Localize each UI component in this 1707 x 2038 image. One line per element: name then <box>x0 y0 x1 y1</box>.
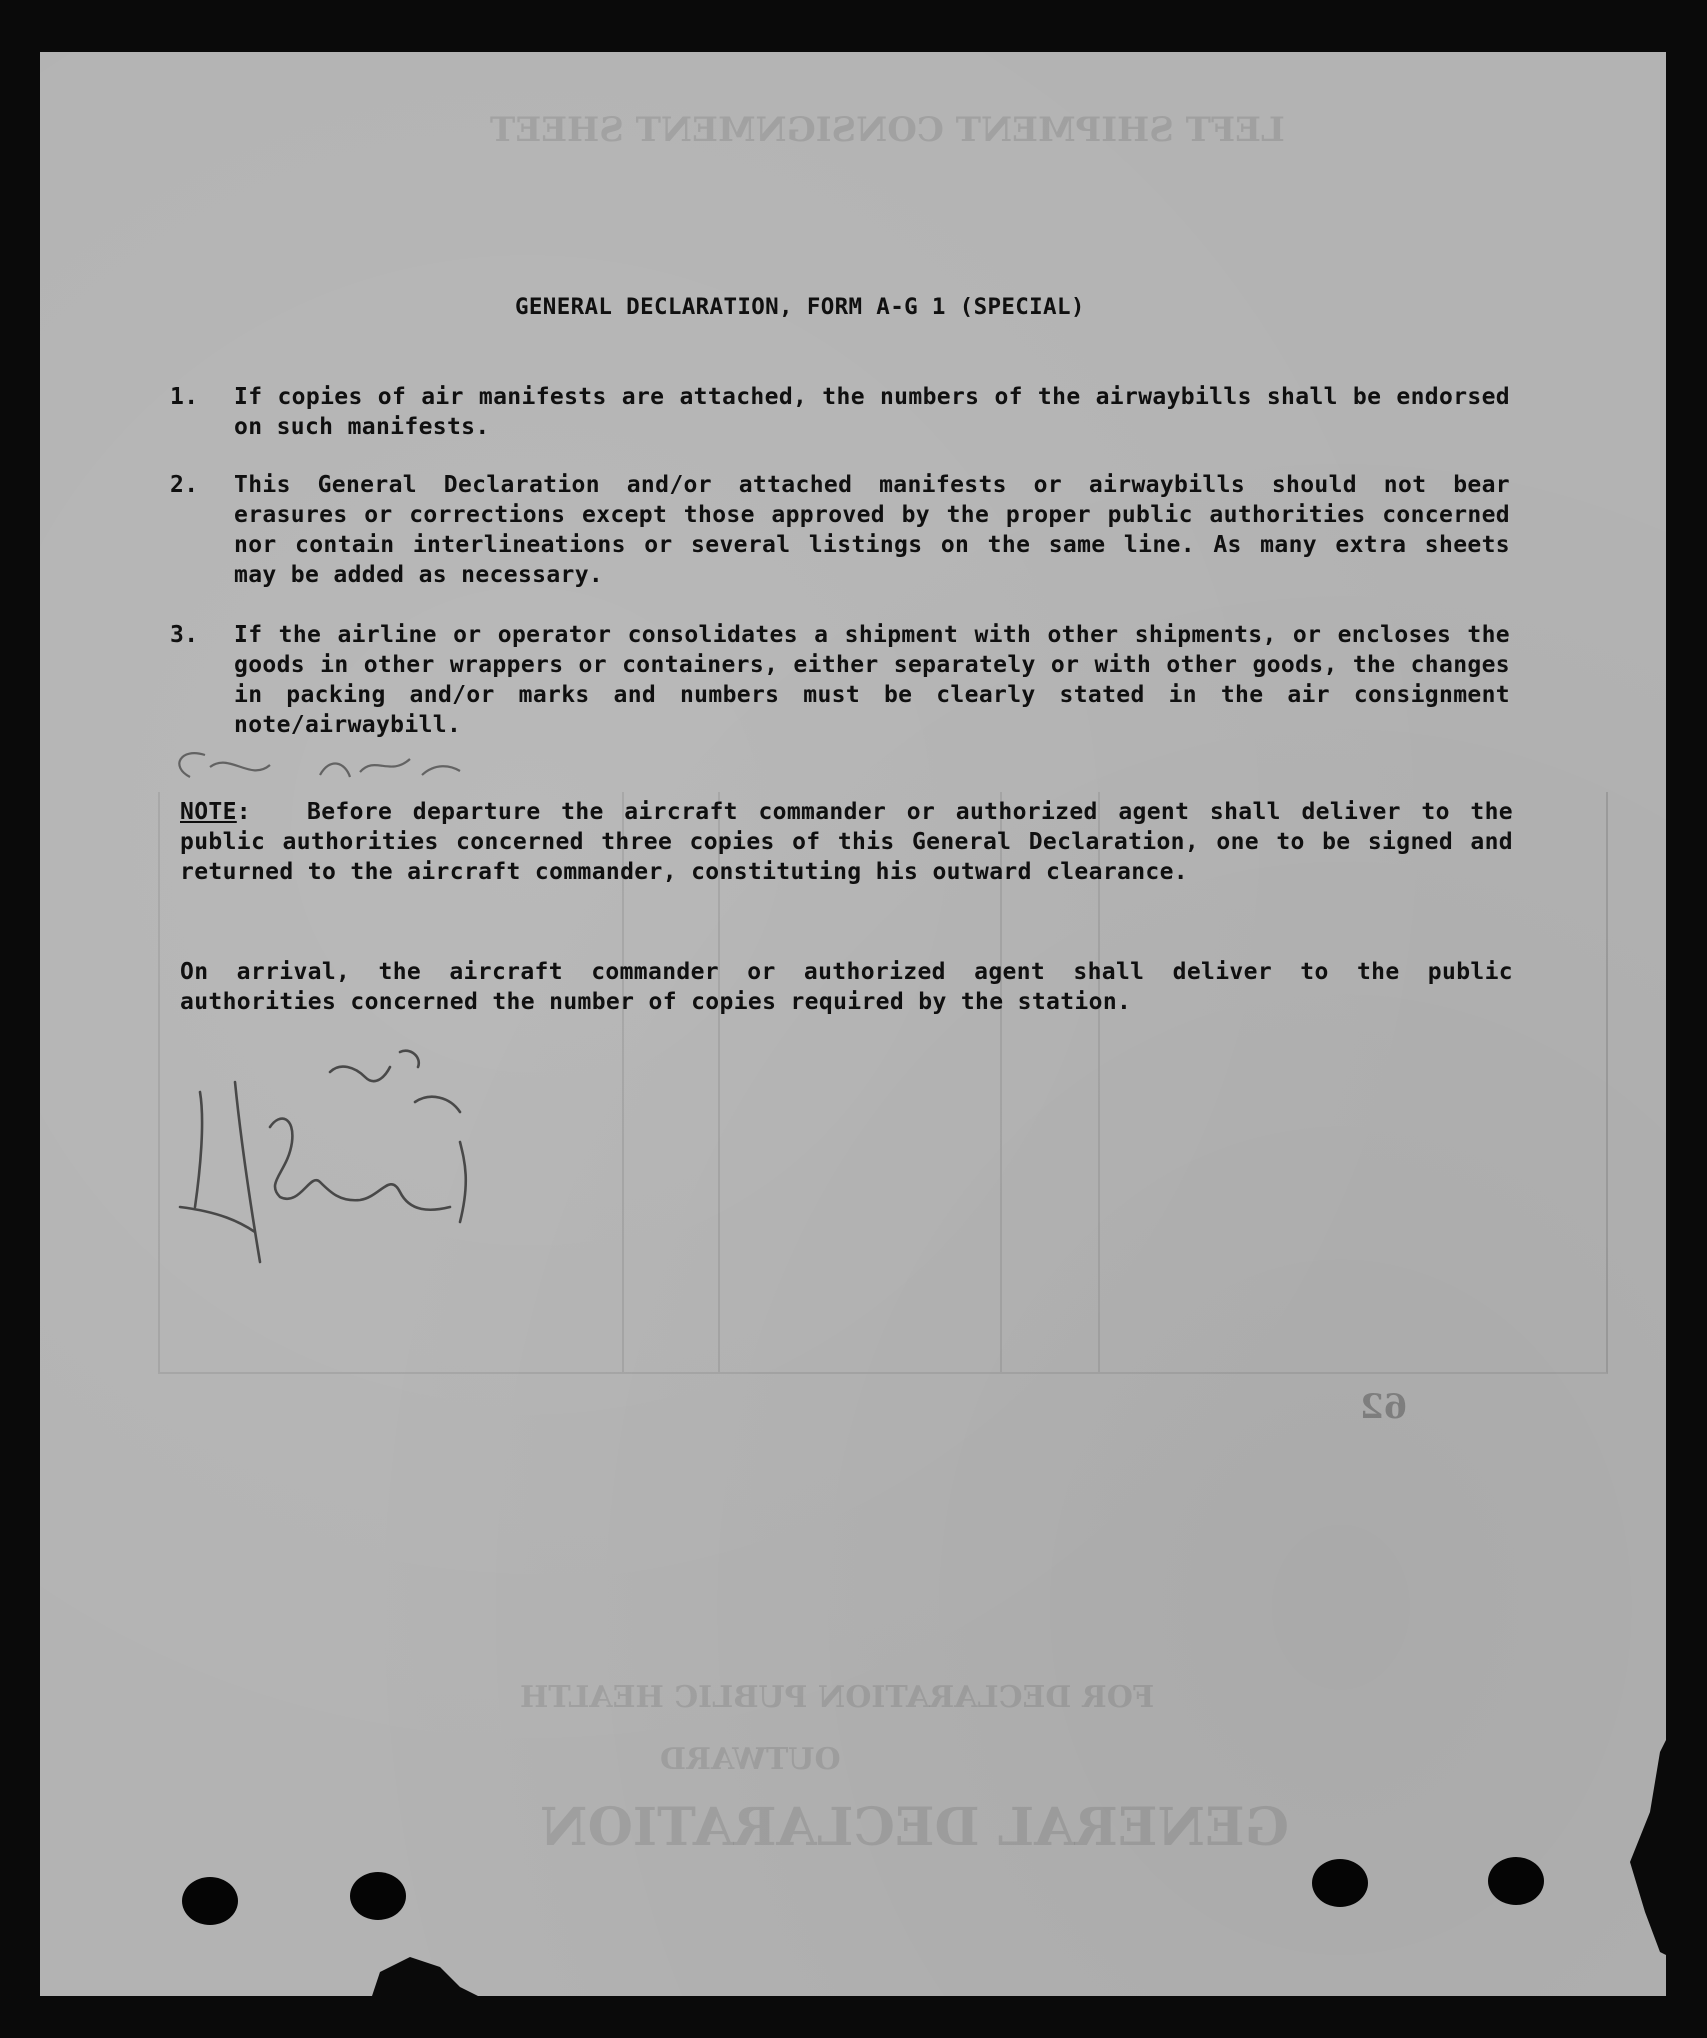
page-number: 62 <box>1360 1387 1408 1427</box>
list-item-text: This General Declaration and/or attached manifests or airwaybills should not bear erasures or corrections except those approved by the proper public authorities concerned nor contain interlineations or several listings on the same line. As many extra sheets may be added as necessary. <box>234 472 1510 588</box>
document-page <box>40 52 1666 1996</box>
bleed-through-footer-1: FOR DECLARATION PUBLIC HEALTH <box>520 1680 1155 1715</box>
punch-hole <box>1488 1857 1544 1905</box>
list-item-text: If copies of air manifests are attached, the numbers of the airwaybills shall be endorsed on such manifests. <box>234 384 1510 440</box>
torn-edge <box>370 1942 490 1996</box>
bleed-through-footer-3: GENERAL DECLARATION <box>540 1797 1290 1858</box>
signature <box>160 1032 580 1292</box>
punch-hole <box>1312 1859 1368 1907</box>
note-colon: : <box>236 799 251 825</box>
note-label: NOTE <box>180 799 237 825</box>
handwritten-annotation <box>160 737 500 797</box>
list-item-text: If the airline or operator consolidates a shipment with other shipments, or encloses the goods in other wrappers or containers, either separately or with other goods, the changes in packing and/or marks and numbers must be clearly stated in the air consignment note/airwaybill. <box>234 622 1510 738</box>
punch-hole <box>350 1872 406 1920</box>
list-item-number: 1. <box>170 384 199 410</box>
note-paragraph <box>180 797 1513 887</box>
torn-edge <box>1620 1712 1666 1962</box>
bleed-through-footer-2: OUTWARD <box>660 1742 841 1777</box>
note-text: Before departure the aircraft commander or authorized agent shall deliver to the public authorities concerned three copies of this General Declaration, one to be signed and returned to the aircraft commander, constituting his outward clearance. <box>180 799 1513 885</box>
list-item-number: 3. <box>170 622 199 648</box>
bleed-through-header: LEFT SHIPMENT CONSIGNMENT SHEET <box>490 110 1285 150</box>
arrival-paragraph: On arrival, the aircraft commander or authorized agent shall deliver to the public authorities concerned the number of copies required by the station. <box>180 959 1513 1015</box>
list-item-number: 2. <box>170 472 199 498</box>
page-title: GENERAL DECLARATION, FORM A-G 1 (SPECIAL) <box>515 294 1085 320</box>
punch-hole <box>182 1877 238 1925</box>
